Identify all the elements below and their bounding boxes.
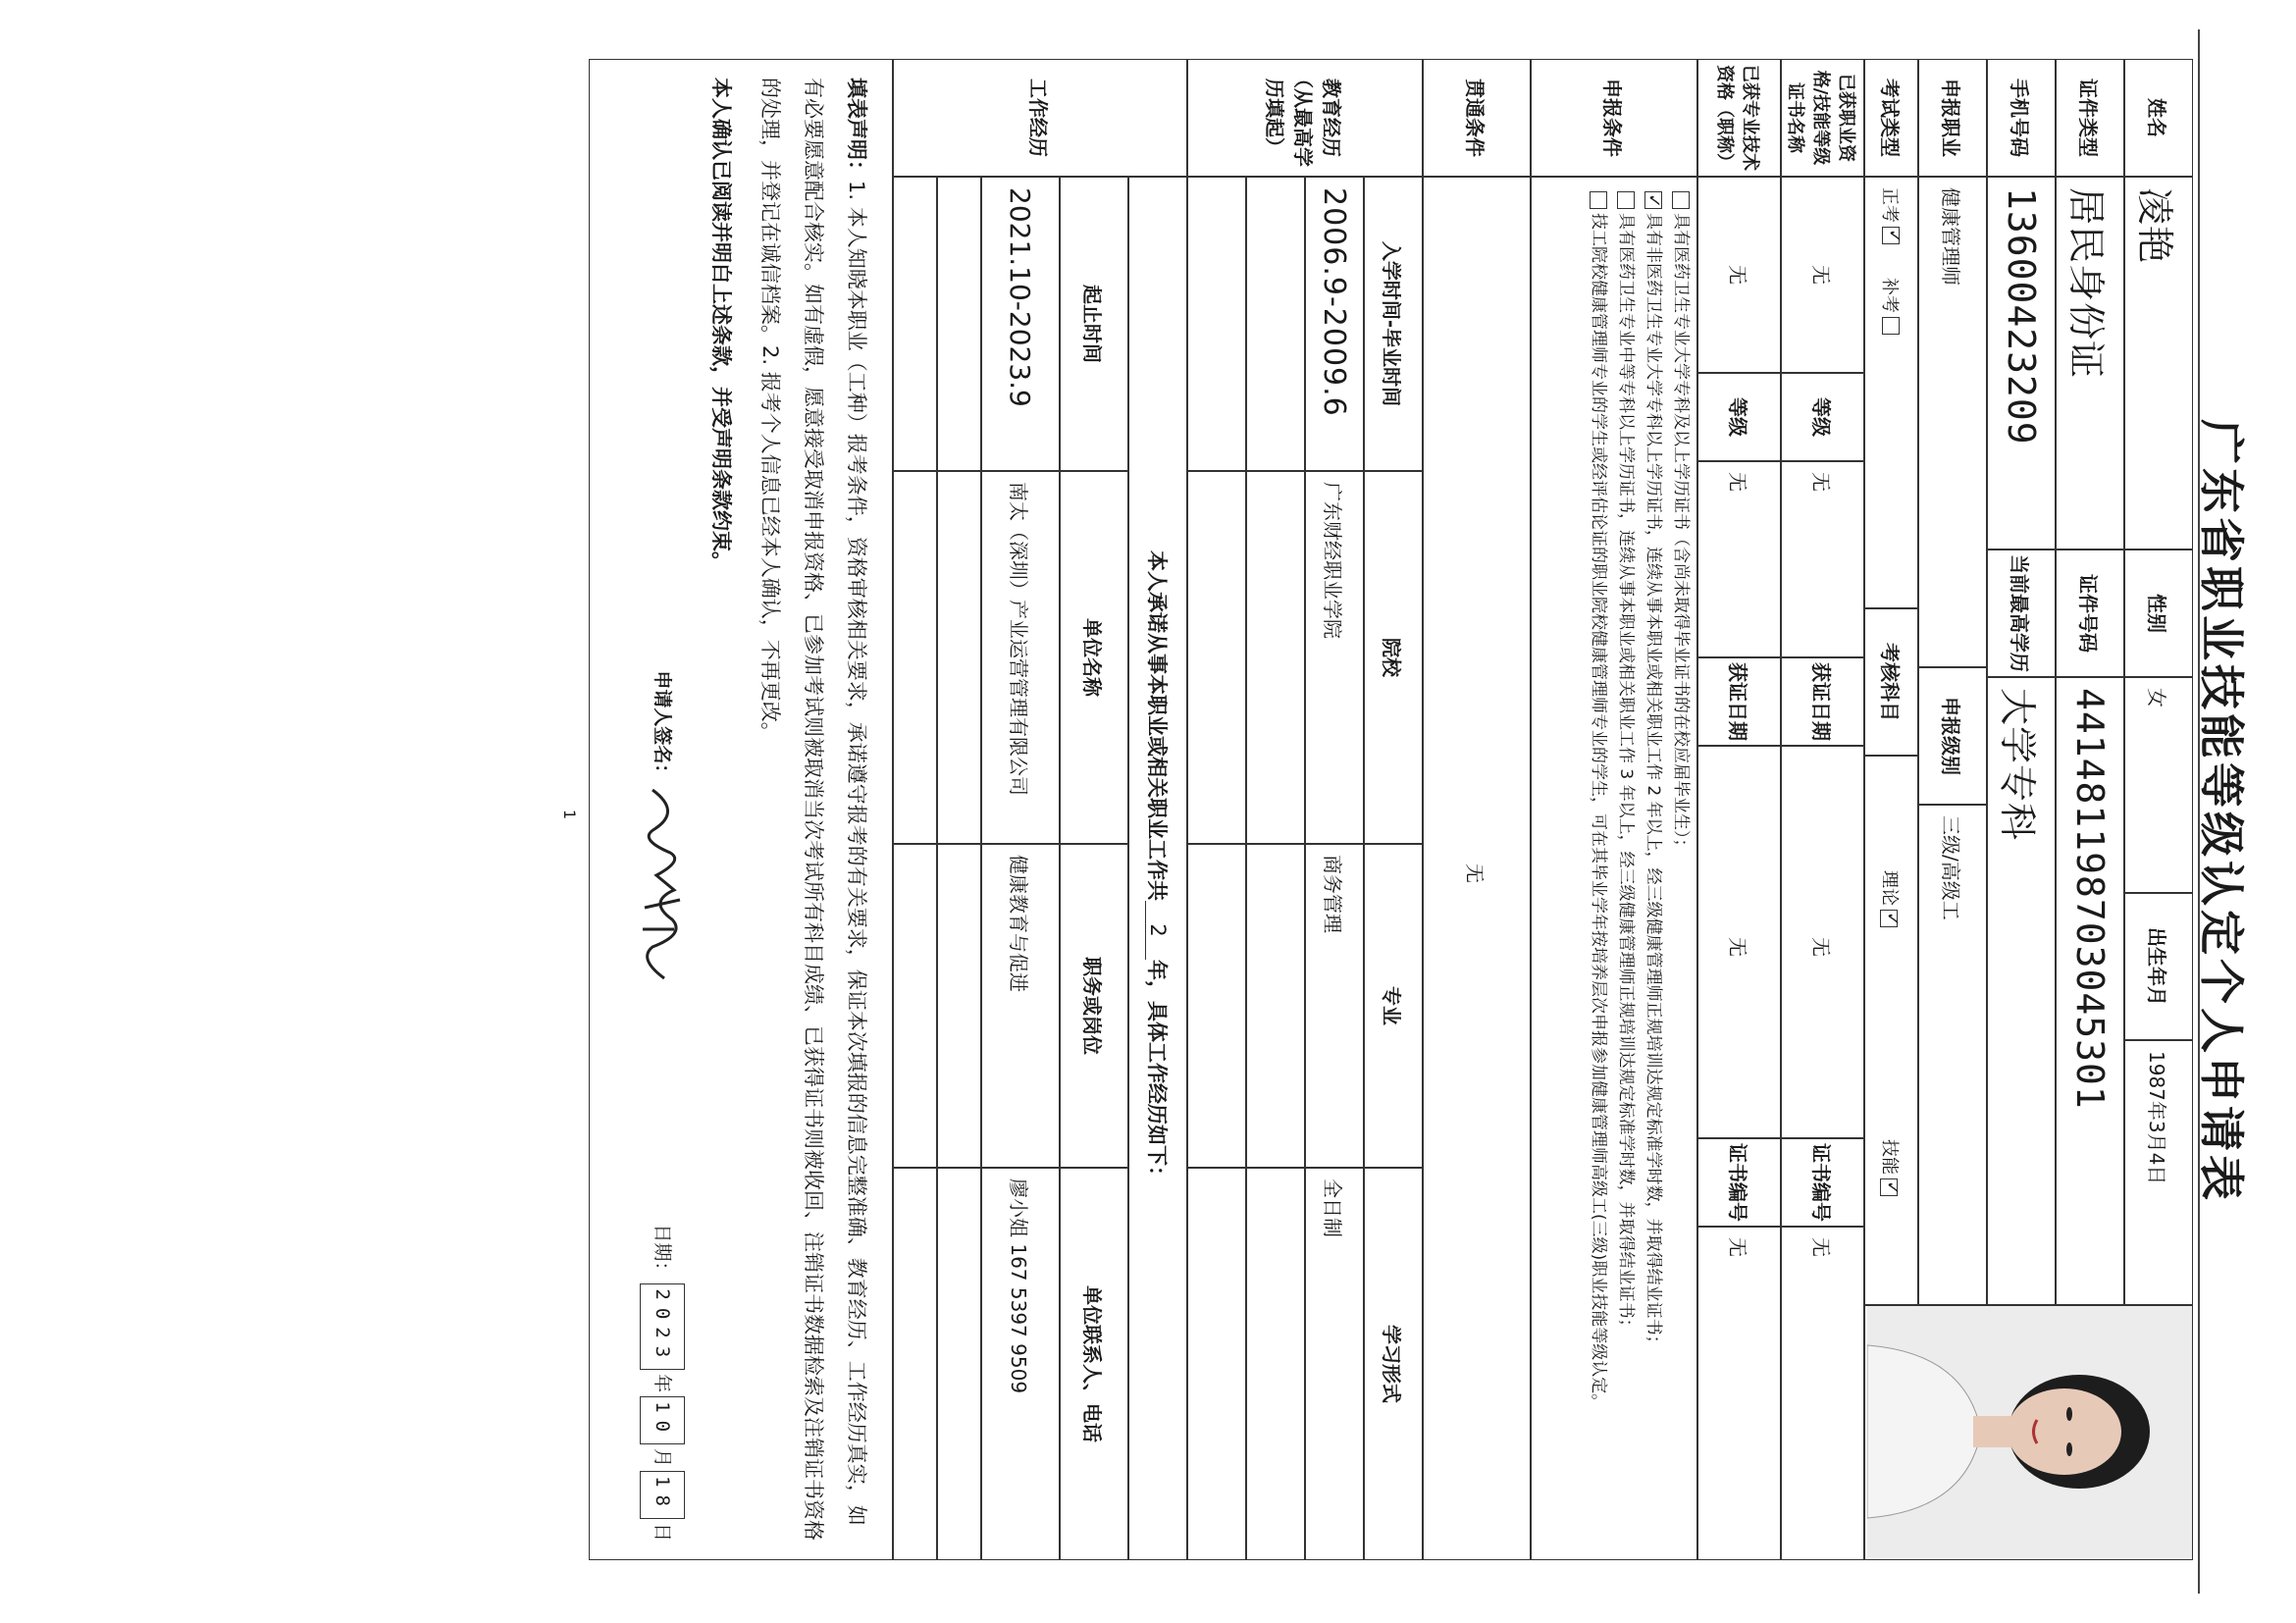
label-tech-title-level: 等级 (1697, 373, 1781, 461)
conditions-list (1531, 177, 1697, 1560)
field-id-no[interactable]: 441481198703045301 (2056, 677, 2124, 1305)
exam-type-options (1864, 177, 1918, 608)
date-day[interactable]: 18 (640, 1471, 685, 1519)
edu-header-major: 专业 (1364, 844, 1423, 1168)
field-name[interactable]: 凌艳 (2124, 177, 2193, 550)
edu-empty-cell[interactable] (1187, 177, 1246, 471)
work-empty-cell[interactable] (937, 844, 981, 1168)
condition-item (1612, 178, 1640, 1559)
subject-theory-label: 理论 (1879, 870, 1901, 906)
label-tech-title: 已获专业技术资格（职称） (1697, 59, 1781, 177)
field-phone[interactable]: 13600423209 (1987, 177, 2056, 550)
subject-skill-label: 技能 (1879, 1139, 1901, 1175)
field-birth[interactable]: 1987年3月4日 (2124, 1040, 2193, 1305)
date-month-unit: 月 (652, 1448, 673, 1468)
work-header-contact: 单位联系人、电话 (1060, 1168, 1128, 1560)
field-tech-title-level[interactable]: 无 (1697, 461, 1781, 657)
label-phone: 手机号码 (1987, 59, 2056, 177)
field-occupation[interactable]: 健康管理师 (1918, 177, 1987, 667)
condition-checkbox[interactable] (1672, 191, 1690, 209)
edu-header-school: 院校 (1364, 471, 1423, 844)
work-empty-cell[interactable] (893, 1168, 937, 1560)
signature-image (633, 782, 692, 1008)
label-gender: 性别 (2124, 550, 2193, 677)
label-work-history: 工作经历 (893, 59, 1187, 177)
work-pledge-suffix: 年，具体工作经历如下： (1145, 960, 1169, 1186)
edu-empty-cell[interactable] (1246, 177, 1305, 471)
declaration-box (589, 59, 893, 1560)
field-tech-title-no[interactable]: 无 (1697, 1227, 1781, 1560)
condition-text: 具有医药卫生专业中等专科以上学历证书，连续从事本职业或相关职业工作 3 年以上，经三级健康管理师正规培训达规定标准学时数，并取得结业证书； (1616, 213, 1636, 1335)
label-through: 贯通条件 (1423, 59, 1531, 177)
edu-empty-cell[interactable] (1246, 471, 1305, 844)
declaration-title: 填表声明： (845, 78, 868, 181)
exam-type-retake-label: 补考 (1879, 278, 1901, 313)
condition-item (1640, 178, 1667, 1559)
work-years[interactable]: 2 (1146, 901, 1171, 960)
exam-type-normal-checkbox[interactable] (1883, 227, 1901, 244)
label-tech-title-date: 获证日期 (1697, 657, 1781, 746)
edu-cell-major[interactable]: 商务管理 (1305, 844, 1364, 1168)
label-edu-history: 教育经历（从最高学历填起） (1187, 59, 1423, 177)
date-day-unit: 日 (652, 1522, 673, 1542)
work-cell-company[interactable]: 南太（深圳）产业运营管理有限公司 (981, 471, 1060, 844)
label-exam-subject: 考核科目 (1864, 608, 1918, 756)
label-birth: 出生年月 (2124, 893, 2193, 1040)
edu-empty-cell[interactable] (1246, 1168, 1305, 1560)
work-cell-position[interactable]: 健康教育与促进 (981, 844, 1060, 1168)
edu-empty-cell[interactable] (1246, 844, 1305, 1168)
condition-text: 具有医药卫生专业大学专科及以上学历证书（含尚未取得毕业证书的在校应届毕业生）； (1671, 213, 1691, 856)
subject-skill-checkbox[interactable] (1881, 1178, 1899, 1196)
label-vocational-cert-level: 等级 (1781, 373, 1864, 461)
work-header-time: 起止时间 (1060, 177, 1128, 471)
signature-label: 申请人签名： (652, 670, 673, 783)
field-through[interactable]: 无 (1423, 177, 1531, 1560)
work-empty-cell[interactable] (937, 177, 981, 471)
edu-cell-time[interactable]: 2006.9-2009.6 (1305, 177, 1364, 471)
label-vocational-cert-no: 证书编号 (1781, 1138, 1864, 1227)
form-title: 广东省职业技能等级认定个人申请表 (2195, 419, 2248, 1204)
date-year-unit: 年 (652, 1374, 673, 1393)
work-empty-cell[interactable] (937, 1168, 981, 1560)
date-year[interactable]: 2023 (640, 1283, 685, 1370)
field-tech-title-name[interactable]: 无 (1697, 177, 1781, 373)
label-conditions: 申报条件 (1531, 59, 1697, 177)
condition-text: 技工院校健康管理师专业的学生或经评估论证的职业院校健康管理师专业的学生，可在其毕业学年按培养层次申报参加健康管理师高级工(三级)职业技能等级认定。 (1589, 213, 1608, 1411)
edu-empty-cell[interactable] (1187, 844, 1246, 1168)
label-name: 姓名 (2124, 59, 2193, 177)
field-level[interactable]: 三级/高级工 (1918, 805, 1987, 1305)
work-empty-cell[interactable] (893, 844, 937, 1168)
condition-item (1667, 178, 1695, 1559)
work-cell-time[interactable]: 2021.10-2023.9 (981, 177, 1060, 471)
work-pledge (1128, 177, 1187, 1560)
label-vocational-cert: 已获职业资格/技能等级证书名称 (1781, 59, 1864, 177)
work-empty-cell[interactable] (937, 471, 981, 844)
date-month[interactable]: 10 (640, 1396, 685, 1444)
exam-subject-options (1864, 756, 1918, 1305)
condition-item (1585, 178, 1612, 1559)
condition-checkbox[interactable] (1617, 191, 1635, 209)
edu-header-time: 入学时间-毕业时间 (1364, 177, 1423, 471)
edu-cell-form[interactable]: 全日制 (1305, 1168, 1364, 1560)
edu-empty-cell[interactable] (1187, 471, 1246, 844)
label-id-type: 证件类型 (2056, 59, 2124, 177)
edu-empty-cell[interactable] (1187, 1168, 1246, 1560)
edu-cell-school[interactable]: 广东财经职业学院 (1305, 471, 1364, 844)
label-level: 申报级别 (1918, 667, 1987, 805)
field-vocational-cert-date[interactable]: 无 (1781, 746, 1864, 1138)
label-education: 当前最高学历 (1987, 550, 2056, 677)
applicant-photo (1864, 1305, 2193, 1560)
work-empty-cell[interactable] (893, 471, 937, 844)
label-id-no: 证件号码 (2056, 550, 2124, 677)
work-cell-contact[interactable]: 廖小姐 167 5397 9509 (981, 1168, 1060, 1560)
page-number: 1 (560, 809, 579, 820)
work-header-company: 单位名称 (1060, 471, 1128, 844)
label-occupation: 申报职业 (1918, 59, 1987, 177)
field-gender[interactable]: 女 (2124, 677, 2193, 893)
declaration-text: 1. 本人知晓本职业（工种）报考条件，资格审核相关要求，承诺遵守报考的有关要求，保证本次填报的信息完整准确、教育经历、工作经历真实，如有必要愿意配合核实。如有虚假，愿意接受取消申报资格、已参加考试则被取消当次考试所有科目成绩、已获得证书则被收回、注销证书数据检索及注销证书资格的处理，并登记在诚信档案。2. 报考个人信息已经本人确认，不再更改。 (758, 78, 868, 1541)
signature-row (633, 78, 692, 1542)
condition-checkbox[interactable] (1590, 191, 1607, 209)
label-exam-type: 考试类型 (1864, 59, 1918, 177)
work-header-position: 职务或岗位 (1060, 844, 1128, 1168)
condition-text: 具有非医药卫生专业大学专科以上学历证书，连续从事本职业或相关职业工作 2 年以上，经三级健康管理师正规培训达规定标准学时数，并取得结业证书； (1644, 213, 1663, 1352)
field-vocational-cert-no[interactable]: 无 (1781, 1227, 1864, 1560)
field-vocational-cert-name[interactable]: 无 (1781, 177, 1864, 373)
label-tech-title-no: 证书编号 (1697, 1138, 1781, 1227)
work-empty-cell[interactable] (893, 177, 937, 471)
field-education[interactable]: 大学专科 (1987, 677, 2056, 1305)
confirm-text: 本人确认已阅读并明白上述条款，并受声明条款约束。 (709, 78, 733, 572)
work-pledge-prefix: 本人承诺从事本职业或相关职业工作共 (1145, 550, 1169, 901)
field-vocational-cert-level[interactable]: 无 (1781, 461, 1864, 657)
title-rule (2198, 29, 2200, 1594)
subject-theory-checkbox[interactable] (1881, 910, 1899, 927)
exam-type-retake-checkbox[interactable] (1883, 317, 1901, 335)
edu-header-form: 学习形式 (1364, 1168, 1423, 1560)
date-label: 日期： (652, 1224, 673, 1281)
field-id-type[interactable]: 居民身份证 (2056, 177, 2124, 550)
label-vocational-cert-date: 获证日期 (1781, 657, 1864, 746)
exam-type-normal-label: 正考 (1879, 187, 1901, 223)
field-tech-title-date[interactable]: 无 (1697, 746, 1781, 1138)
condition-checkbox[interactable] (1644, 191, 1662, 209)
